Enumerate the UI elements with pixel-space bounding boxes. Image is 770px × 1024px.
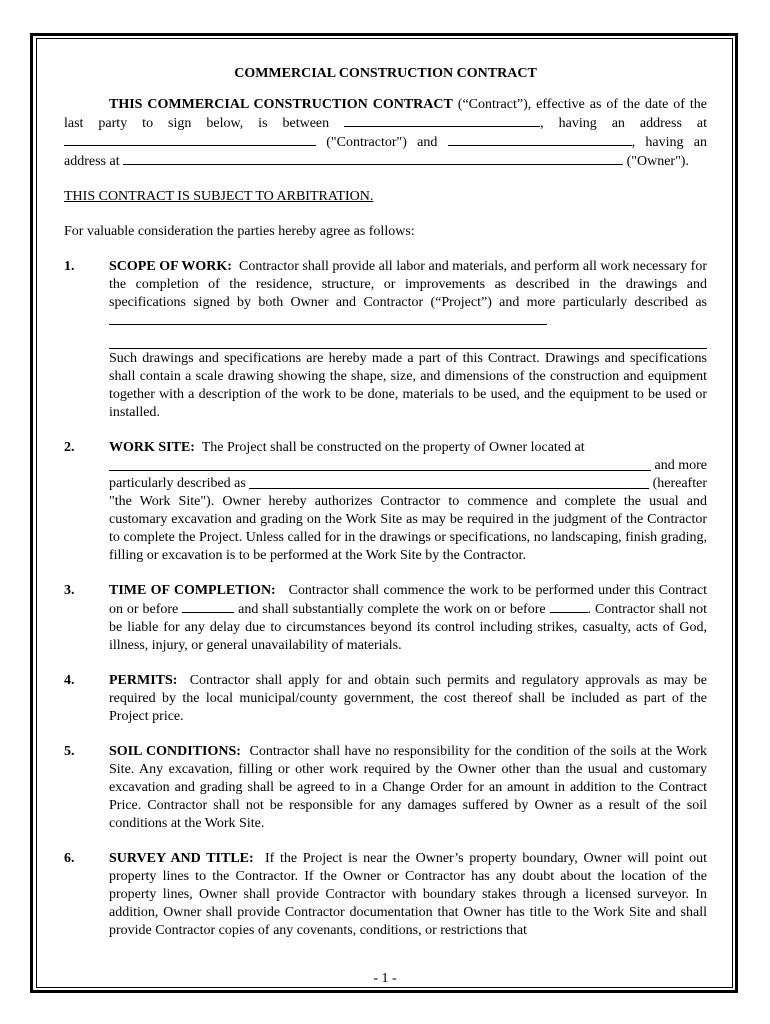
- hereafter-text: (hereafter: [652, 476, 707, 491]
- section-time-of-completion: [64, 582, 707, 655]
- section-text: Contractor shall have no responsibility for the condition of the soils at the Work Site. Any excavation, filling or other work required by the Owner other than the usual and customary excavation and grading shall be agreed to in a Change Order for an amount in addition to the Contract Price. Contractor shall not be responsible for any damages suffered by Owner as a result of the soil conditions at the Work Site.: [109, 744, 708, 831]
- work-site-description-blank[interactable]: [249, 475, 648, 489]
- intro-paragraph: [64, 96, 707, 171]
- section-number: 3.: [64, 583, 75, 598]
- section-permits: [64, 672, 707, 726]
- intro-text-1: (“Contract”), effective as of the date of the last party to sign below, is between: [64, 97, 707, 131]
- contractor-address-blank[interactable]: [64, 133, 316, 146]
- section-text-2: "the Work Site"). Owner hereby authorizes Contractor to commence and complete the usual and customary excavation and grading on the Work Site as may be required in the judgment of the Contractor to complete the Project. Unless called for in the drawings or specifications, no landscaping, finish grading, filling or excavation is to be performed at the Work Site by the Contractor.: [109, 494, 707, 563]
- start-date-blank[interactable]: [182, 600, 234, 613]
- section-number: 4.: [64, 673, 75, 688]
- and-more-text: and more: [654, 458, 707, 473]
- intro-lead: THIS COMMERCIAL CONSTRUCTION CONTRACT: [109, 97, 453, 112]
- intro-text-2: , having an address at: [540, 116, 707, 131]
- section-heading: SCOPE OF WORK:: [109, 259, 232, 274]
- section-text: Contractor shall commence the work to be performed under this Contract on or before: [109, 583, 707, 617]
- section-heading: SURVEY AND TITLE:: [109, 851, 254, 866]
- document-title: COMMERCIAL CONSTRUCTION CONTRACT: [234, 66, 537, 81]
- section-number: 1.: [64, 259, 75, 274]
- property-location-blank[interactable]: [109, 457, 651, 471]
- section-text: Contractor shall provide all labor and materials, and perform all work necessary for the completion of the residence, structure, or improvements as described in the drawings and specifications signed by both Owner and Contractor (“Project”) and more particularly described as: [109, 259, 707, 310]
- section-number: 2.: [64, 440, 75, 455]
- section-heading: WORK SITE:: [109, 440, 195, 455]
- contract-page: [64, 62, 707, 940]
- contractor-name-blank[interactable]: [344, 114, 540, 127]
- section-text: Contractor shall apply for and obtain such permits and regulatory approvals as may be required by the local municipal/county government, the cost thereof shall be included as part of the Project price.: [109, 673, 707, 724]
- section-survey-and-title: [64, 850, 707, 940]
- section-heading: TIME OF COMPLETION:: [109, 583, 276, 598]
- section-text-2: Such drawings and specifications are hereby made a part of this Contract. Drawings and specifications shall contain a scale drawing showing the shape, size, and dimensions of the construction and equipment together with a description of the work to be done, materials to be used, and the equipment to be used or installed.: [109, 351, 707, 420]
- section-text: The Project shall be constructed on the property of Owner located at: [201, 440, 585, 455]
- section-work-site: [64, 439, 707, 565]
- arbitration-notice: THIS CONTRACT IS SUBJECT TO ARBITRATION.: [64, 189, 374, 204]
- page-number: - 1 -: [373, 971, 397, 986]
- owner-name-blank[interactable]: [448, 133, 632, 146]
- section-scope-of-work: [64, 258, 707, 422]
- section-text: If the Project is near the Owner’s property boundary, Owner will point out property lines to the Contractor. If the Owner or Contractor has any doubt about the location of the property lines, Owner shall provide Contractor with boundary stakes through a licensed surveyor. In addition, Owner shall provide Contractor documentation that Owner has title to the Work Site and shall provide Contractor copies of any covenants, conditions, or restrictions that: [109, 851, 707, 938]
- project-description-blank[interactable]: [109, 312, 547, 325]
- section-number: 5.: [64, 744, 75, 759]
- section-soil-conditions: [64, 743, 707, 833]
- consideration-text: For valuable consideration the parties hereby agree as follows:: [64, 224, 415, 239]
- intro-text-4: , having an address at: [64, 135, 707, 169]
- section-heading: SOIL CONDITIONS:: [109, 744, 241, 759]
- intro-text-5: ("Owner").: [623, 154, 689, 169]
- project-description-line[interactable]: [109, 332, 707, 349]
- intro-text-3: ("Contractor") and: [316, 135, 448, 150]
- particularly-text: particularly described as: [109, 476, 246, 491]
- owner-address-blank[interactable]: [123, 152, 623, 165]
- section-heading: PERMITS:: [109, 673, 178, 688]
- section-number: 6.: [64, 851, 75, 866]
- completion-date-blank[interactable]: [550, 600, 588, 613]
- section-text-2: and shall substantially complete the work on or before: [234, 602, 550, 617]
- section-text-3: . Contractor shall not be liable for any delay due to circumstances beyond its control including strikes, casualty, acts of God, illness, injury, or general unavailability of materials.: [109, 602, 707, 653]
